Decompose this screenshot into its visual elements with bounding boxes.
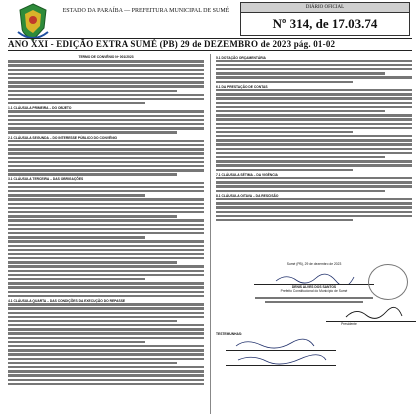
witness-signature-icon (216, 351, 412, 365)
clause-2-heading: 2.1 CLÁUSULA SEGUNDA – DO INTERESSE PÚBLICO DO CONVÊNIO (8, 135, 118, 140)
masthead (0, 0, 420, 54)
municipal-coat-of-arms-icon (16, 2, 50, 42)
edition-number: Nº 314, de 17.03.74 (240, 13, 410, 36)
signer-1-name: DENIS ALVES DOS SANTOS (291, 285, 337, 290)
issuer-name: ESTADO DA PARAÍBA — PREFEITURA MUNICIPAL DE SUMÉ (62, 8, 230, 14)
document-title: TERMO DE CONVÊNIO Nº 001/2023 (78, 55, 134, 59)
signer-1-role: Prefeito Constitucional do Município de Sumé (280, 289, 348, 294)
official-stamp-icon (368, 264, 408, 300)
clause-4-heading: 4.1 CLÁUSULA QUARTA – DAS CONDIÇÕES DA EXECUÇÃO DO REPASSE (8, 298, 126, 303)
clause-1-heading: 1.1 CLÁUSULA PRIMEIRA – DO OBJETO (8, 106, 72, 111)
column-divider (210, 54, 211, 414)
left-column (8, 54, 204, 414)
clause-8-heading: 8.1 CLÁUSULA OITAVA – DA RESCISÃO (216, 193, 279, 198)
signature-block (216, 262, 412, 412)
clause-3-heading: 3.1 CLÁUSULA TERCEIRA – DAS OBRIGAÇÕES (8, 177, 84, 182)
edition-line: ANO XXI - EDIÇÃO EXTRA SUMÉ (PB) 29 de DEZEMBRO de 2023 pág. 01-02 (8, 38, 412, 51)
clause-6-heading: 6.1 DA PRESTAÇÃO DE CONTAS (216, 84, 268, 89)
clause-5-heading: 5.1 DOTAÇÃO ORÇAMENTÁRIA (216, 55, 266, 60)
edition-box-top: DIÁRIO OFICIAL (240, 2, 410, 13)
witness-label: TESTEMUNHAS: (216, 332, 243, 337)
signer-2-role: Presidente (341, 321, 357, 326)
place-date: Sumé (PB), 29 de dezembro de 2023 (286, 262, 342, 266)
signature-scrawl-icon (216, 305, 412, 321)
clause-7-heading: 7.1 CLÁUSULA SÉTIMA – DA VIGÊNCIA (216, 172, 278, 177)
edition-box (240, 2, 410, 36)
witness-signature-icon (216, 336, 412, 350)
right-column (216, 54, 412, 259)
